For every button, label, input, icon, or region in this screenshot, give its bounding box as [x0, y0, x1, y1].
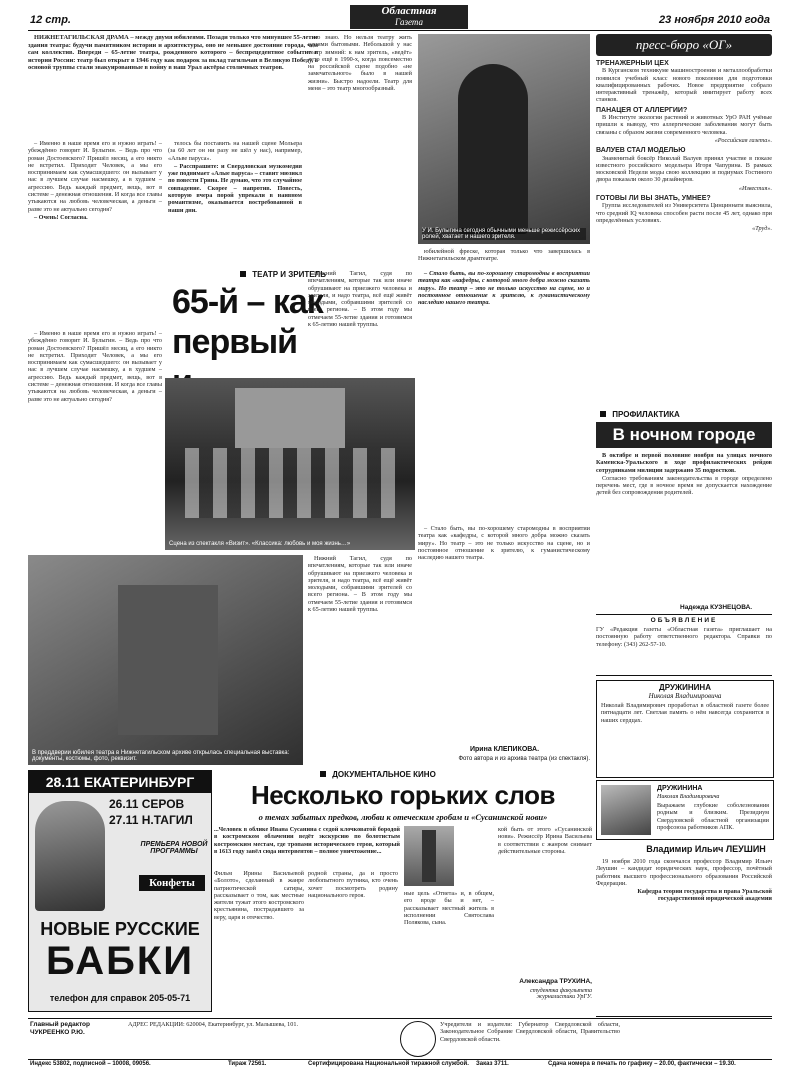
footer-order: Заказ 3711. — [476, 1061, 509, 1067]
night-city-text: В октябре и первой половине ноября на улицах ночного Каменска-Уральского в ходе профилактических рейдов сотрудниками милиции задержано 35 подростков. Согласно требованиям законодательства в городе определено перечень мест, где в ночное время не допускается нахождение детей без сопровождения родителей. — [596, 452, 772, 497]
ad-performers — [35, 801, 105, 911]
obit1-text: Николай Владимирович проработал в областной газете более пятнадцати лет. Светлая память о нём навсегда сохранится в наших сердцах. — [601, 702, 769, 724]
theatre-body-col5: Нижний Тагил, судя по впечатлениям, которые так или иначе обрушивают на приезжего человека и зрителя, и надо театра, всё ещё живёт молодыми, собравшими зрителей со всего региона. – В этом году мы отмечаем 55-летие здания и готовимся к 65-летию нашей труппы. — [308, 555, 412, 614]
rubric-prevention: ПРОФИЛАКТИКА — [600, 410, 680, 419]
masthead-line2: Газета — [395, 17, 423, 27]
doc-col-d: кой быть от этого «Сусанинской нови». Режиссёр Ирина Васильева в соответствии с жанром снимает действительные стороны. — [498, 826, 592, 855]
obit1-name: ДРУЖИНИНА — [659, 683, 711, 692]
headline-line1: 65-й – как первый — [172, 283, 323, 361]
footer-circulation: Тираж 72561. — [228, 1061, 267, 1067]
obituary-2 — [596, 780, 774, 840]
archive-photo — [28, 555, 303, 765]
masthead-line1: Областная — [381, 5, 437, 17]
ad-show: Конфеты — [139, 875, 205, 891]
press-box-title: пресс-бюро «ОГ» — [635, 37, 733, 52]
top-article-col2: телось бы поставить на нашей сцене Мольера (за 60 лет он ни разу не шёл у нас), например, «Альве паруса». – Расспрашите: и Свердловская музкомедия уже поднимает «Алые паруса» – ставит мюзикл по повести Грина. Не думаю, что это случайное совпадение. Скорее – напротив. Повесть, которую вчера порой упрекали в наивном романтизме, оказывается востребованной в наши дни. — [168, 140, 302, 214]
obit2-text: Выражаем глубокие соболезнования родным и близким. Президиум Свердловской областной организации профсоюза работников АПК. — [657, 802, 769, 831]
monument-photo — [404, 826, 454, 886]
announcement-text: ГУ «Редакция газеты «Областная газета» приглашает на постоянную работу ответственного редактора. Справки по телефону: (343) 262-57-10. — [596, 626, 772, 648]
top-article-col4: юбилейной фреске, которая только что завершилась в Нижнетагильском драмтеатре. — [418, 248, 590, 263]
footer-certificate: Сертифицирована Национальной тиражной службой. — [308, 1061, 469, 1067]
leushin-name: Владимир Ильич ЛЕУШИН — [646, 844, 766, 854]
ad-brand-line1: НОВЫЕ РУССКИЕ — [40, 919, 200, 939]
doc-col-a: Фильм Ирины Васильевой «Болото», сделанный в жанре патриотической сатиры, рассказывает о том, как местные жители тужат этого костромского крестьянина, пострадавшего за веру, царя и отечество. — [214, 870, 304, 921]
theatre-author-note: Фото автора и из архива театра (из спектакля). — [458, 756, 590, 762]
concert-ad — [28, 770, 212, 1012]
archive-display — [118, 585, 218, 735]
leushin-text: 19 ноября 2010 года скончался профессор Владимир Ильич Леушин – кандидат юридических наук, профессор, почётный работник высшего профессионального образования Российской Федерации. Кафедра теории государства и права Уральской государственной юридической академии — [596, 858, 772, 1017]
doc-lead: ...Человек в облике Ивана Сусанина с седой клочковатой бородой в костромском облачении ведёт экскурсию по болотистым костромским местам, где тропами исторического героя, который в 1613 году завёл сюда интервентов – полное уничтожение... — [214, 826, 400, 855]
masthead — [350, 5, 468, 29]
footer-address: АДРЕС РЕДАКЦИИ: 620004, Екатеринбург, ул. Малышева, 101. — [128, 1021, 298, 1028]
ad-city-ntagil: 27.11 Н.ТАГИЛ — [109, 813, 193, 827]
press-box-header — [596, 34, 772, 56]
obit2-name: ДРУЖИНИНА — [657, 785, 703, 792]
doc-subtitle: о темах забытых предков, любви к отеческим гробам и «Сусанинской нови» — [258, 812, 548, 822]
theatre-author: Ирина КЛЕПИКОВА. — [470, 746, 540, 753]
theatre-body-right: – Стало быть, вы по-хорошему старомодны в восприятии театра как «кафедры, с которой много добра можно сказать миру». Но театр – это не только искусство на сцене, но и постоянное отношение к зрителю, к гуманистическому наследию нашего театра. — [418, 270, 590, 307]
ad-city-serov: 26.11 СЕРОВ — [109, 797, 185, 811]
top-article-lead: НИЖНЕТАГИЛЬСКАЯ ДРАМА – между двумя юбилеями. Позади только что минувшее 55-летие здания театра: будучи памятником истории и архитектуры, оно не меньшее достояние города, чем сам коллектив. Впереди – 65-летие театра, рожденного которого – беспрецедентное событие в истории России: театр был открыт в 1946 году как подарок за вклад тагильчан в Великую Победу, а основой труппы стали эвакуированные в войну в наш Урал актёры столичных театров. — [28, 34, 318, 72]
archive-photo-caption: В преддверии юбилея театра в Нижнетагильском архиве открылась специальная выставка: документы, костюмы, фото, реквизит. — [32, 750, 290, 762]
footer-index: Индекс 53802, подписной – 10008, 09056. — [30, 1061, 151, 1067]
night-city-banner — [596, 422, 772, 448]
actor-photo — [418, 34, 590, 244]
theatre-body-mid: Нижний Тагил, судя по впечатлениям, которые так или иначе обрушивают на приезжего человека и зрителя, и надо театра, всё ещё живёт молодыми, собравшими зрителей со всего региона. – В этом году мы отмечаем 55-летие здания и готовимся к 65-летию нашей труппы. — [308, 270, 412, 329]
footer-bottom-bar — [28, 1059, 772, 1070]
announcement-box — [596, 614, 772, 676]
page-header — [28, 4, 772, 31]
stage-photo — [165, 378, 415, 550]
editor-name: ЧУКРЕЕНКО Р.Ю. — [30, 1029, 85, 1036]
obituary-1 — [596, 680, 774, 778]
ad-phone: телефон для справок 205-05-71 — [49, 993, 191, 1003]
ad-brand-line2: БАБКИ — [45, 939, 195, 983]
footer-signed: Сдача номера в печать по графику – 20.00, фактически – 19.30. — [548, 1061, 736, 1067]
doc-headline: Несколько горьких слов — [251, 780, 555, 810]
actor-photo-caption: У И. Булыгина сегодня обычными меньше режиссёрских ролей, хватает и нашего зрителя. — [422, 228, 586, 240]
actor-figure — [458, 64, 528, 234]
obit2-full: Николая Владимировича — [657, 794, 720, 800]
theatre-body-col6: – Стало быть, вы по-хорошему старомодны в восприятии театра как «кафедры, с которой много добра можно сказать миру». Но театр – это не только искусство на сцене, но и постоянное отношение к зрителю, к гуманистическому наследию нашего театра. — [418, 525, 590, 562]
rubric-documentary: ДОКУМЕНТАЛЬНОЕ КИНО — [320, 770, 436, 779]
obit2-portrait — [601, 785, 651, 835]
stage-figures — [185, 448, 395, 518]
doc-author-note: студентка факультета журналистики УрГУ. — [530, 988, 592, 1000]
ad-premiere: ПРЕМЬЕРА НОВОЙ ПРОГРАММЫ — [140, 841, 208, 855]
theatre-body-left: – Именно в наше время его и нужно играть! – убеждённо говорит И. Булыгин. – Ведь про что роман Достоевского? Пришёл месяц, а его никто не встретил. Приходит Человек, а мы его воспринимаем как сумасшедшего: он вызывает у нас в лучшем случае насмешку, а в худшем – агрессию. Ведь каждый предмет, вещь, вот в системе – денежная отношения. И когда все главы утыкаются на любовь человеческая, а деньги – разве это не актуально сегодня? — [28, 330, 162, 403]
footer — [28, 1018, 772, 1071]
doc-col-b: родной страны, да и просто любопытного путника, кто очень хочет посмотреть родину национального героя. — [308, 870, 398, 899]
top-article-col3: но знаю. Но нельзя театру жить одними бытовыми. Небольшой у нас театр зимний: к нам зритель, «ведёт» лето ещё в 1990-х, когда повсеместно на российской сцене подобно «не замечательного» было в нашей жизни». Быстро надоели. Театр для меня – это театр многообразный. — [308, 34, 412, 93]
top-article-col1: – Именно в наше время его и нужно играть! – убеждённо говорит И. Булыгин. – Ведь про что роман Достоевского? Пришёл месяц, а его никто не встретил. Приходит Человек, а мы его воспринимаем как сумасшедшего: он вызывает у нас в лучшем случае насмешку, а в худшем – агрессию. Ведь каждый предмет, вещь, вот в системе – денежная отношения. И когда все главы утыкаются на любовь человеческая, а деньги – разве это не актуально сегодня? – Очень! Согласна. — [28, 140, 162, 221]
obit1-full: Николая Владимировича — [648, 692, 722, 700]
right-col-news: ТРЕНАЖЁРНЫЙ ЦЕХ В Курганском техникуме машиностроения и металлообработки появился учебный класс нового поколения для подготовки квалифицированных рабочих. Новое предприятие собрало интерактивный тренажёр, который имитирует работу всех станков. ПАНАЦЕЯ ОТ АЛЛЕРГИИ? В Институте экологии растений и животных УрО РАН учёные пришли к выводу, что аллергические заболевания могут быть связаны с образом жизни современного человека. «Российская газета». ВАЛУЕВ СТАЛ МОДЕЛЬЮ Знаменитый боксёр Николай Валуев принял участие в показе известного российского модельера Игоря Чапурина. В рамках московской Недели моды свою коллекцию и подиумах Гостиного двора показали около 30 дизайнеров. «Известия». ГОТОВЫ ЛИ ВЫ ЗНАТЬ, УМНЕЕ? Группа исследователей из Университета Цинциннати выяснила, что средний IQ человека способен расти после 45 лет, однако при определённых условиях. «Труд». — [596, 60, 772, 233]
night-city-author: Надежда КУЗНЕЦОВА. — [680, 604, 753, 611]
monument-figure — [422, 830, 436, 882]
doc-author: Александра ТРУХИНА, — [519, 978, 592, 985]
ad-city-ekb: 28.11 ЕКАТЕРИНБУРГ — [29, 771, 211, 793]
issue-date: 23 ноября 2010 года — [659, 14, 770, 26]
page-number: 12 стр. — [30, 14, 71, 26]
night-city-title: В ночном городе — [612, 425, 756, 444]
announcement-title: ОБЪЯВЛЕНИЕ — [650, 617, 718, 624]
footer-seal — [400, 1021, 436, 1057]
footer-founders: Учредители и издатели: Губернатор Свердловской области, Законодательное Собрание Свердловской области, Правительство Свердловской области. — [440, 1021, 620, 1043]
doc-col-c: ные цель «Ответа» и, в общем, его вроде бы и нет, – рассказывает местный житель в исполнении Святослава Полякова, сына. — [404, 890, 494, 927]
editor-label: Главный редактор — [30, 1021, 90, 1028]
stage-photo-caption: Сцена из спектакля «Визит». «Классика: любовь и моя жизнь…» — [169, 541, 351, 547]
rubric-theatre: ТЕАТР И ЗРИТЕЛЬ — [240, 270, 326, 279]
stage-backdrop — [235, 388, 345, 448]
